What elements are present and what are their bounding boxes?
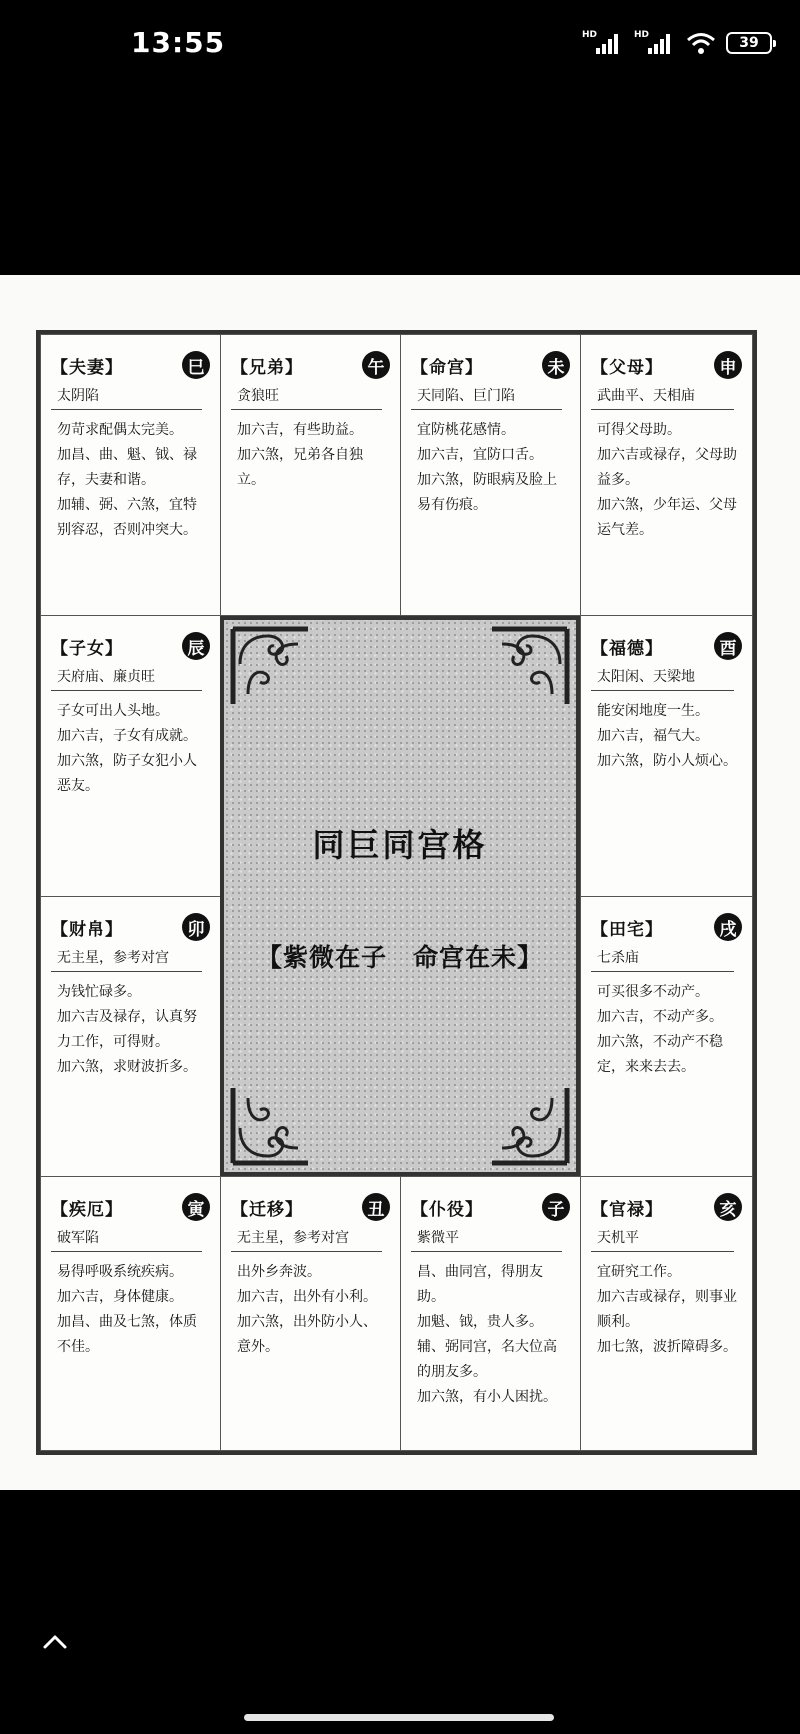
desc-line: 为钱忙碌多。 bbox=[57, 984, 141, 1000]
branch-badge: 午 bbox=[362, 351, 390, 379]
palace-title: 【财帛】 bbox=[51, 919, 123, 940]
desc-line: 加六煞，兄弟各自独立。 bbox=[237, 447, 363, 488]
palace-title: 【官禄】 bbox=[591, 1199, 663, 1220]
desc-line: 加六煞，防小人烦心。 bbox=[597, 753, 737, 769]
palace-stars: 紫微平 bbox=[411, 1223, 562, 1252]
palace-cell bbox=[580, 1176, 753, 1451]
palace-description bbox=[411, 1260, 570, 1410]
corner-ornament-icon bbox=[482, 624, 572, 714]
desc-line: 加昌、曲、魁、钺、禄存，夫妻和谐。 bbox=[57, 447, 197, 488]
branch-badge: 戌 bbox=[714, 913, 742, 941]
branch-badge: 巳 bbox=[182, 351, 210, 379]
branch-badge: 卯 bbox=[182, 913, 210, 941]
desc-line: 可买很多不动产。 bbox=[597, 984, 709, 1000]
palace-cell bbox=[40, 1176, 221, 1451]
desc-line: 易得呼吸系统疾病。 bbox=[57, 1264, 183, 1280]
branch-badge: 申 bbox=[714, 351, 742, 379]
palace-title: 【命宫】 bbox=[411, 357, 483, 378]
palace-description bbox=[51, 1260, 210, 1360]
palace-title: 【父母】 bbox=[591, 357, 663, 378]
palace-stars: 武曲平、天相庙 bbox=[591, 381, 734, 410]
desc-line: 加六煞，求财波折多。 bbox=[57, 1059, 197, 1075]
branch-badge: 寅 bbox=[182, 1193, 210, 1221]
signal-icon bbox=[582, 30, 624, 56]
signal-icon-2 bbox=[634, 30, 676, 56]
desc-line: 加六吉及禄存，认真努力工作，可得财。 bbox=[57, 1009, 197, 1050]
palace-description bbox=[51, 980, 210, 1080]
palace-description bbox=[591, 1260, 742, 1360]
palace-description bbox=[411, 418, 570, 518]
status-time: 13:55 bbox=[131, 26, 226, 59]
palace-description bbox=[51, 699, 210, 799]
desc-line: 加六煞，不动产不稳定，来来去去。 bbox=[597, 1034, 723, 1075]
desc-line: 加六吉，有些助益。 bbox=[237, 422, 363, 438]
desc-line: 加六吉，身体健康。 bbox=[57, 1289, 183, 1305]
palace-description bbox=[231, 1260, 390, 1360]
palace-title: 【田宅】 bbox=[591, 919, 663, 940]
desc-line: 可得父母助。 bbox=[597, 422, 681, 438]
desc-line: 勿苛求配偶太完美。 bbox=[57, 422, 183, 438]
desc-line: 子女可出人头地。 bbox=[57, 703, 169, 719]
palace-stars: 天机平 bbox=[591, 1223, 734, 1252]
desc-line: 能安闲地度一生。 bbox=[597, 703, 709, 719]
desc-line: 加六煞，防眼病及脸上易有伤痕。 bbox=[417, 472, 557, 513]
palace-stars: 无主星，参考对宫 bbox=[231, 1223, 382, 1252]
desc-line: 宜研究工作。 bbox=[597, 1264, 681, 1280]
palace-chart bbox=[36, 330, 757, 1455]
status-icons bbox=[582, 30, 772, 56]
battery-level: 39 bbox=[739, 35, 759, 51]
desc-line: 加六煞，少年运、父母运气差。 bbox=[597, 497, 737, 538]
desc-line: 加六吉，宜防口舌。 bbox=[417, 447, 543, 463]
palace-cell bbox=[580, 334, 753, 616]
chart-title: 同巨同宫格 bbox=[312, 826, 488, 864]
palace-stars: 破军陷 bbox=[51, 1223, 202, 1252]
palace-cell bbox=[220, 334, 401, 616]
palace-description bbox=[231, 418, 390, 493]
palace-stars: 贪狼旺 bbox=[231, 381, 382, 410]
branch-badge: 子 bbox=[542, 1193, 570, 1221]
palace-cell bbox=[40, 334, 221, 616]
home-indicator[interactable] bbox=[244, 1714, 554, 1721]
corner-ornament-icon bbox=[228, 1078, 318, 1168]
document-page bbox=[0, 275, 800, 1490]
desc-line: 加六煞，出外防小人、意外。 bbox=[237, 1314, 377, 1355]
palace-stars: 天府庙、廉贞旺 bbox=[51, 662, 202, 691]
desc-line: 加辅、弼、六煞，宜特别容忍，否则冲突大。 bbox=[57, 497, 197, 538]
palace-stars: 天同陷、巨门陷 bbox=[411, 381, 562, 410]
desc-line: 加六吉，出外有小利。 bbox=[237, 1289, 377, 1305]
palace-cell bbox=[400, 1176, 581, 1451]
battery-icon bbox=[726, 32, 772, 54]
desc-line: 加六吉，福气大。 bbox=[597, 728, 709, 744]
palace-stars: 太阳闲、天梁地 bbox=[591, 662, 734, 691]
desc-line: 出外乡奔波。 bbox=[237, 1264, 321, 1280]
branch-badge: 酉 bbox=[714, 632, 742, 660]
palace-description bbox=[591, 699, 742, 774]
branch-badge: 丑 bbox=[362, 1193, 390, 1221]
palace-title: 【夫妻】 bbox=[51, 357, 123, 378]
desc-line: 加六吉或禄存，父母助益多。 bbox=[597, 447, 737, 488]
chevron-up-icon[interactable] bbox=[40, 1632, 70, 1652]
corner-ornament-icon bbox=[228, 624, 318, 714]
corner-ornament-icon bbox=[482, 1078, 572, 1168]
desc-line: 加魁、钺，贵人多。辅、弼同宫，名大位高的朋友多。 bbox=[417, 1314, 557, 1380]
chart-subtitle: 【紫微在子 命宫在未】 bbox=[256, 943, 543, 972]
palace-description bbox=[51, 418, 210, 543]
palace-cell bbox=[40, 896, 221, 1177]
palace-stars: 无主星，参考对宫 bbox=[51, 943, 202, 972]
palace-title: 【仆役】 bbox=[411, 1199, 483, 1220]
palace-stars: 太阴陷 bbox=[51, 381, 202, 410]
signal-hd-label: HD bbox=[582, 30, 598, 40]
palace-description bbox=[591, 980, 742, 1080]
desc-line: 加昌、曲及七煞，体质不佳。 bbox=[57, 1314, 197, 1355]
branch-badge: 辰 bbox=[182, 632, 210, 660]
palace-cell bbox=[220, 1176, 401, 1451]
palace-stars: 七杀庙 bbox=[591, 943, 734, 972]
desc-line: 加六吉，子女有成就。 bbox=[57, 728, 197, 744]
branch-badge: 亥 bbox=[714, 1193, 742, 1221]
palace-cell bbox=[580, 896, 753, 1177]
palace-cell bbox=[400, 334, 581, 616]
desc-line: 加六吉或禄存，则事业顺利。 bbox=[597, 1289, 737, 1330]
palace-cell bbox=[40, 615, 221, 897]
desc-line: 加六煞，有小人困扰。 bbox=[417, 1389, 557, 1405]
wifi-icon bbox=[686, 31, 716, 55]
palace-description bbox=[591, 418, 742, 543]
branch-badge: 未 bbox=[542, 351, 570, 379]
status-bar bbox=[0, 0, 800, 90]
palace-cell bbox=[580, 615, 753, 897]
desc-line: 加七煞，波折障碍多。 bbox=[597, 1339, 737, 1355]
palace-title: 【迁移】 bbox=[231, 1199, 303, 1220]
signal-hd-label-2: HD bbox=[634, 30, 650, 40]
center-panel bbox=[220, 616, 580, 1176]
desc-line: 加六吉，不动产多。 bbox=[597, 1009, 723, 1025]
desc-line: 昌、曲同宫，得朋友助。 bbox=[417, 1264, 543, 1305]
palace-title: 【兄弟】 bbox=[231, 357, 303, 378]
palace-title: 【福德】 bbox=[591, 638, 663, 659]
desc-line: 宜防桃花感情。 bbox=[417, 422, 515, 438]
desc-line: 加六煞，防子女犯小人恶友。 bbox=[57, 753, 197, 794]
palace-title: 【疾厄】 bbox=[51, 1199, 123, 1220]
palace-title: 【子女】 bbox=[51, 638, 123, 659]
